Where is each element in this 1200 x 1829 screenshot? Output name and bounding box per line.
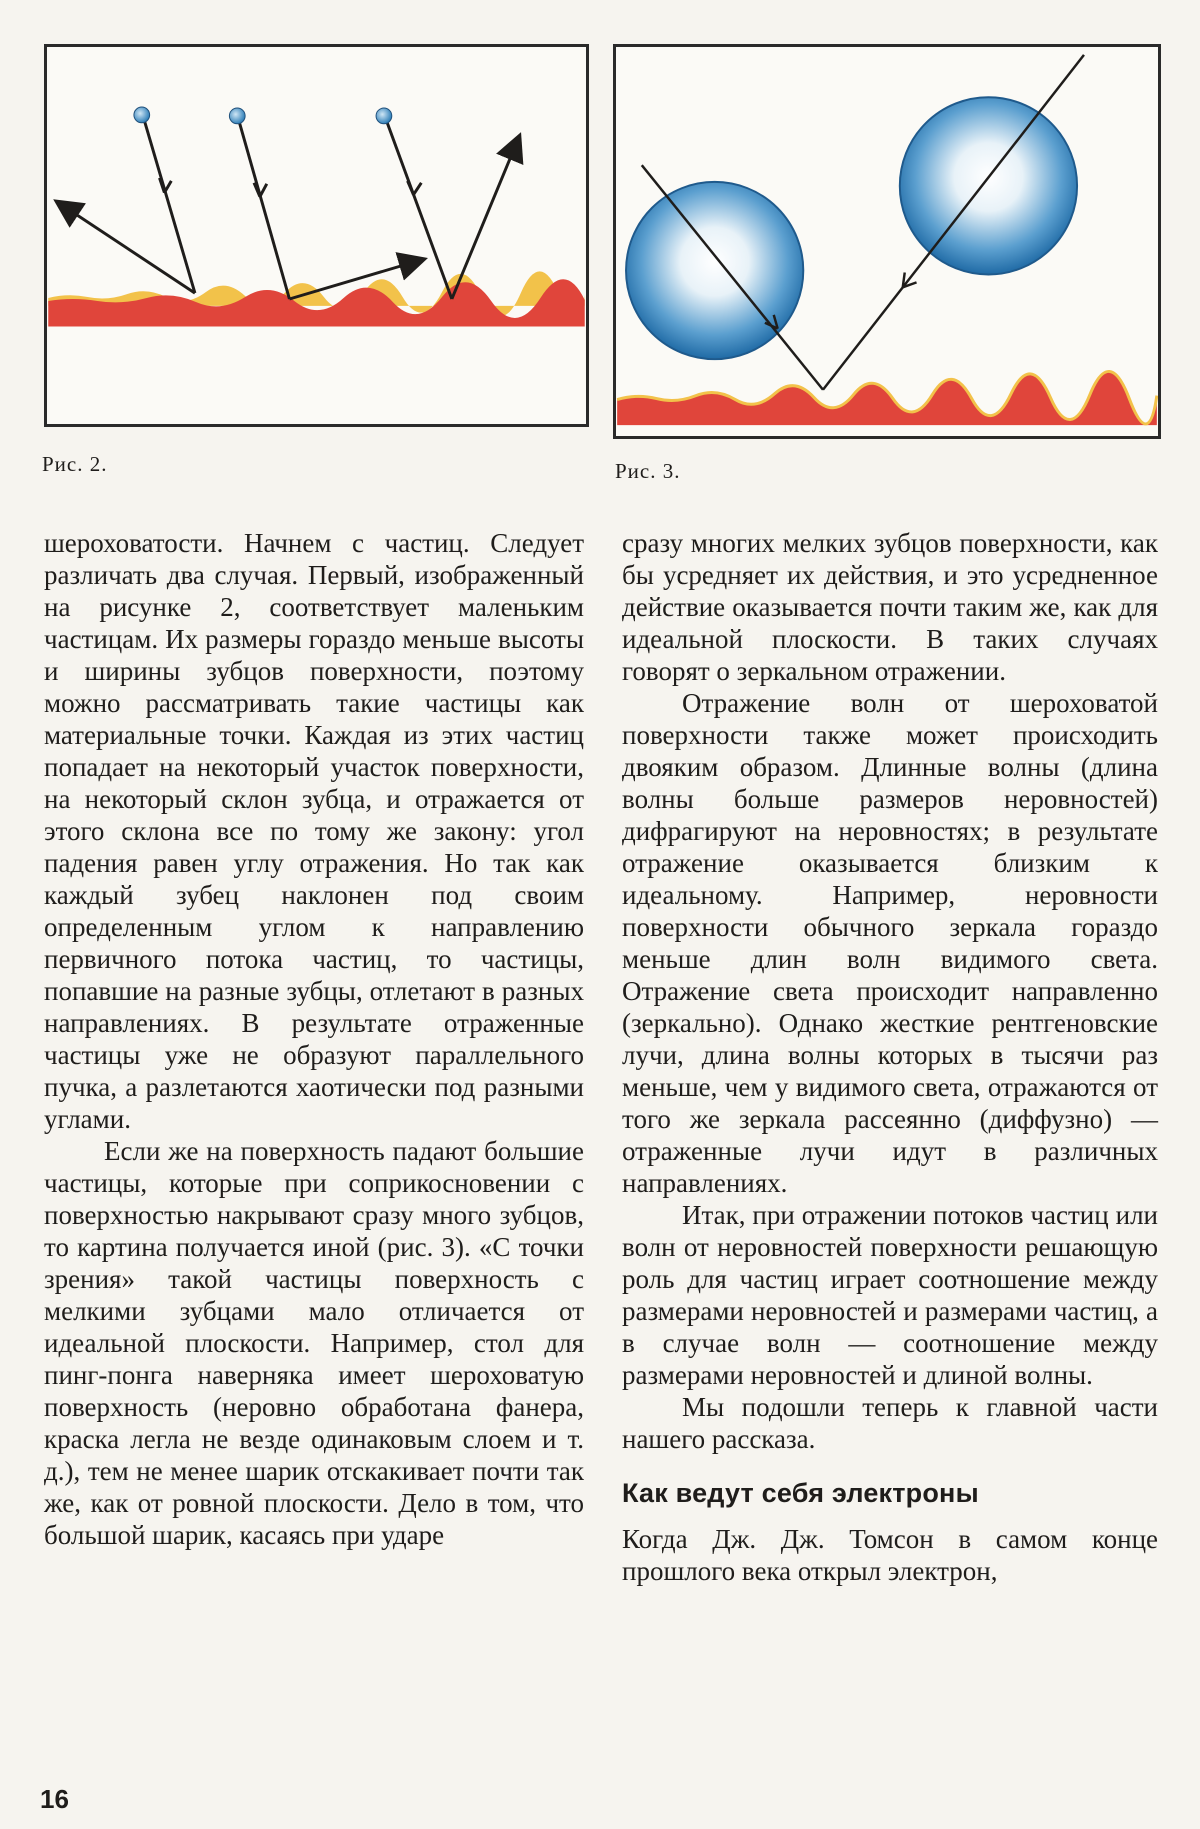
incident-ray-3 xyxy=(387,122,452,299)
reflected-ray-1 xyxy=(58,203,195,294)
paragraph: Отражение волн от шероховатой поверхности также может происходить двояким образом. Длинные волны (длина волны больше размеров неровностей) дифрагируют на неровностях; в результате отражение оказывается близким к идеальному. Например, неровности поверхности обычного зеркала гораздо меньше длин волн видимого света. Отражение света происходит направленно (зеркально). Однако жесткие рентгеновские лучи, длина волны которых в тысячи раз меньше, чем у видимого света, отражаются от того же зеркала рассеянно (диффузно) — отраженные лучи идут в различных направлениях. xyxy=(622,688,1158,1198)
figure-3-caption: Рис. 3. xyxy=(615,459,681,483)
figure-2-caption: Рис. 2. xyxy=(42,452,108,476)
page-number: 16 xyxy=(40,1784,69,1814)
incident-ray-1 xyxy=(145,122,195,293)
large-ball-reflected xyxy=(900,97,1077,274)
paragraph: Когда Дж. Дж. Томсон в самом конце прошлого века открыл электрон, xyxy=(622,1524,1158,1586)
reflected-ray-3 xyxy=(452,138,519,299)
particle-3 xyxy=(376,108,392,124)
paragraph: сразу многих мелких зубцов поверхности, как бы усредняет их действия, и это усредненное действие оказывается почти таким же, как для идеальной плоскости. В таких случаях говорят о зеркальном отражении. xyxy=(622,528,1158,686)
paragraph: Мы подошли теперь к главной части нашего рассказа. xyxy=(622,1392,1158,1454)
paragraph: шероховатости. Начнем с частиц. Следует различать два случая. Первый, изображенный на рисунке 2, соответствует маленьким частицам. Их размеры гораздо меньше высоты и ширины зубцов поверхности, поэтому можно рассматривать такие частицы как материальные точки. Каждая из этих частиц попадает на некоторый участок поверхности, на некоторый склон зубца, и отражается от этого склона все по тому же закону: угол падения равен углу отражения. Но так как каждый зубец наклонен под своим определенным углом к направлению первичного потока частиц, то частицы, попавшие на разные зубцы, отлетают в разных направлениях. В результате отраженные частицы уже не образуют параллельного пучка, а разлетаются хаотически под разными углами. xyxy=(44,528,584,1134)
paragraph: Если же на поверхность падают большие частицы, которые при соприкосновении с поверхностью накрывают сразу много зубцов, то картина получается иной (рис. 3). «С точки зрения» такой частицы поверхность с мелкими зубцами мало отличается от идеальной плоскости. Например, стол для пинг-понга наверняка имеет шероховатую поверхность (неровно обработана фанера, краска легла не везде одинаковым слоем и т. д.), тем не менее шарик отскакивает почти так же, как от ровной плоскости. Дело в том, что большой шарик, касаясь при ударе xyxy=(44,1136,584,1550)
figure-2 xyxy=(44,44,589,427)
figure-3-drawing xyxy=(616,47,1158,436)
section-heading: Как ведут себя электроны xyxy=(622,1478,979,1508)
paragraph: Итак, при отражении потоков частиц или волн от неровностей поверхности решающую роль для частиц играет соотношение между размерами неровностей и размерами частиц, а в случае волн — соотношение между размерами неровностей и длиной волны. xyxy=(622,1200,1158,1390)
particle-1 xyxy=(134,107,150,123)
incident-ray-2 xyxy=(239,122,289,299)
text-column-right xyxy=(622,527,1158,1587)
figure-3 xyxy=(613,44,1161,439)
figure-2-drawing xyxy=(47,47,586,424)
particle-2 xyxy=(229,108,245,124)
text-column-left xyxy=(44,527,584,1551)
